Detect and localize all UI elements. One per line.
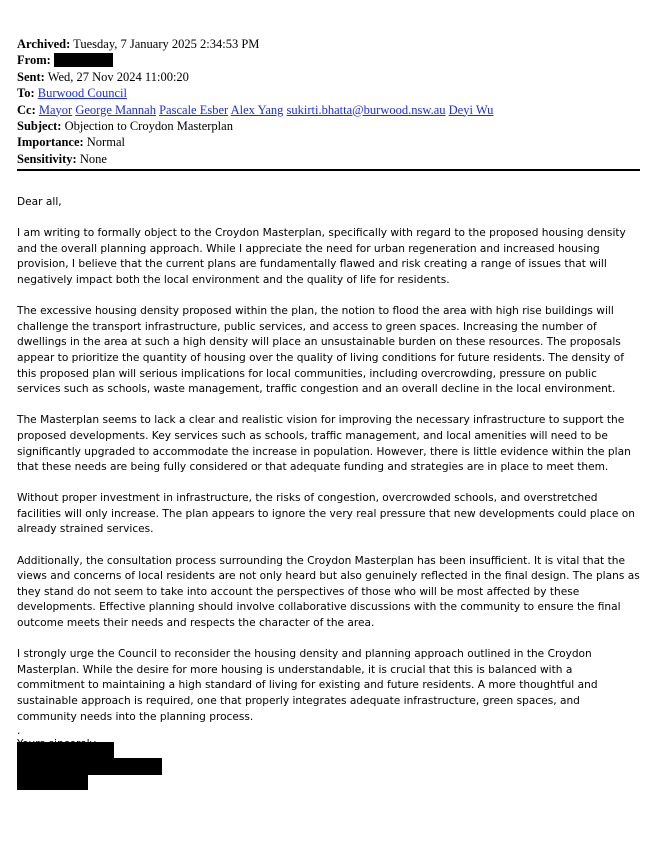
sensitivity-row (17, 151, 640, 167)
sensitivity-label: Sensitivity: (17, 151, 77, 166)
archived-row (17, 36, 640, 52)
to-label: To: (17, 86, 35, 101)
body-paragraph: I am writing to formally object to the Croydon Masterplan, specifically with regard to the proposed housing density and the overall planning approach. While I appreciate the need for urban regeneration and increased housing provision, I believe that the current plans are fundamentally flawed and risk creating a range of issues that will negatively impact both the local environment and the quality of life for residents. (17, 227, 626, 286)
redacted-sender (54, 53, 113, 67)
from-row (17, 52, 640, 68)
subject-label: Subject: (17, 118, 62, 133)
importance-value: Normal (86, 135, 125, 150)
header-divider (17, 169, 640, 171)
cc-recipient-link[interactable]: Pascale Esber (159, 102, 229, 117)
sent-value: Wed, 27 Nov 2024 11:00:20 (47, 69, 189, 84)
body-paragraph: Additionally, the consultation process surrounding the Croydon Masterplan has been insufficient. It is vital that the views and concerns of local residents are not only heard but also genuinely reflected in the final design. The plans as they stand do not seem to take into account the perspectives of those who will be most affected by these developments. Effective planning should involve collaborative discussions with the community to ensure the final outcome meets their needs and respects the character of the area. (17, 554, 640, 630)
cc-recipient-link[interactable]: George Mannah (75, 102, 156, 117)
archived-value: Tuesday, 7 January 2025 2:34:53 PM (73, 37, 260, 51)
sent-label: Sent: (17, 69, 45, 84)
subject-row (17, 118, 640, 134)
cc-recipient-link[interactable]: Deyi Wu (448, 102, 494, 117)
importance-label: Importance: (17, 135, 84, 150)
sensitivity-value: None (79, 151, 107, 166)
email-header (17, 36, 640, 167)
cc-row (17, 102, 640, 118)
to-row (17, 85, 640, 101)
email-body (17, 195, 640, 753)
body-paragraph: The Masterplan seems to lack a clear and realistic vision for improving the necessary infrastructure to support the proposed developments. Key services such as schools, traffic management, and local amenities will need to be significantly upgraded to accommodate the increase in population. However, there is little evidence within the plan that these needs are being fully considered or that adequate funding and strategies are in place to meet them. (17, 414, 631, 474)
archived-label: Archived: (17, 37, 71, 51)
stray-dot: . (17, 725, 21, 738)
importance-row (17, 134, 640, 150)
body-paragraph: The excessive housing density proposed within the plan, the notion to flood the area with high rise buildings will challenge the transport infrastructure, public services, and access to green spaces. Increasing the number of dwellings in the area at such a high density will place an unsustainable burden on these resources. The proposals appear to prioritize the quantity of housing over the quality of living conditions for future residents. The density of this proposed plan will serious implications for local communities, including overcrowding, pressure on public services such as schools, waste management, traffic congestion and an overall decline in the local environment. (17, 305, 624, 396)
greeting: Dear all, (17, 196, 62, 208)
cc-recipient-link[interactable]: sukirti.bhatta@burwood.nsw.au (286, 102, 446, 117)
subject-value: Objection to Croydon Masterplan (64, 118, 233, 133)
sent-row (17, 69, 640, 85)
redaction-bar (17, 773, 88, 790)
cc-recipient-link[interactable]: Alex Yang (230, 102, 284, 117)
body-paragraph: I strongly urge the Council to reconsider the housing density and planning approach outlined in the Croydon Masterplan. While the desire for more housing is understandable, it is crucial that this is balanced with a commitment to maintaining a high standard of living for existing and future residents. A more thoughtful and sustainable approach is required, one that properly integrates adequate infrastructure, green spaces, and community needs into the planning process. (17, 648, 598, 723)
cc-recipient-link[interactable]: Mayor (38, 102, 73, 117)
cc-label: Cc: (17, 102, 36, 117)
to-recipient-link[interactable]: Burwood Council (37, 86, 127, 101)
from-label: From: (17, 53, 51, 68)
body-paragraph: Without proper investment in infrastructure, the risks of congestion, overcrowded schools, and overstretched facilities will only increase. The plan appears to ignore the very real pressure that new developments could place on already strained services. (17, 492, 635, 536)
